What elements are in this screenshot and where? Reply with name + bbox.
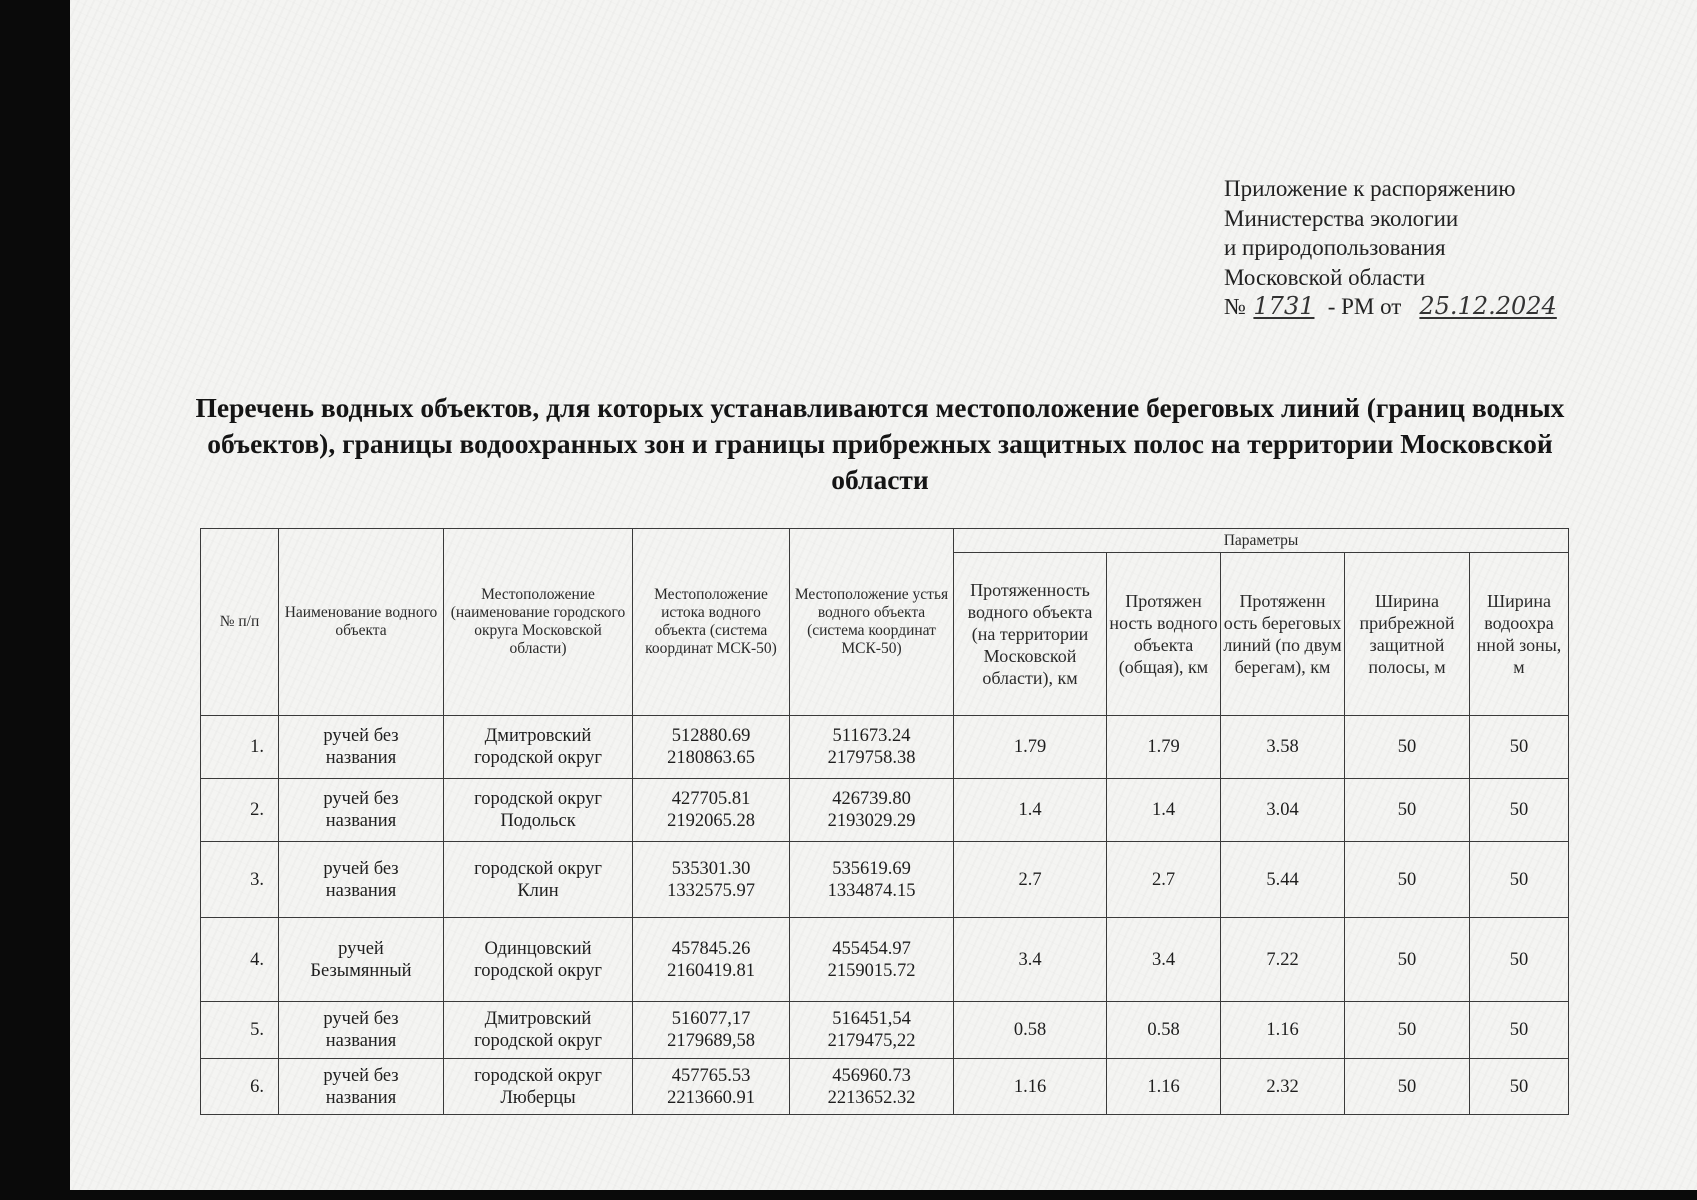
row-length-total: 1.79 <box>1107 716 1221 779</box>
row-mouth-coords: 535619.69 1334874.15 <box>790 842 954 918</box>
row-length-total: 0.58 <box>1107 1002 1221 1059</box>
row-source-coords: 535301.30 1332575.97 <box>633 842 790 918</box>
water-objects-table <box>200 528 1569 1115</box>
header-name: Наименование водного объекта <box>279 529 444 716</box>
document-title: Перечень водных объектов, для которых устанавливаются местоположение береговых линий (границ водных объектов), границы водоохранных зон и границы прибрежных защитных полос на территории Московской области <box>195 392 1565 495</box>
row-name: ручей без названия <box>279 716 444 779</box>
row-length-total: 1.4 <box>1107 779 1221 842</box>
row-length-mo: 1.79 <box>954 716 1107 779</box>
row-protect-width: 50 <box>1470 918 1569 1002</box>
number-suffix: - РМ от <box>1327 294 1402 319</box>
row-shore-length: 2.32 <box>1221 1059 1345 1115</box>
row-protect-width: 50 <box>1470 1059 1569 1115</box>
row-protect-width: 50 <box>1470 842 1569 918</box>
appendix-line-2: Министерства экологии <box>1224 205 1459 231</box>
row-location: Дмитровский городской округ <box>444 716 633 779</box>
row-number: 1. <box>201 716 279 779</box>
appendix-line-4: Московской области <box>1224 264 1426 290</box>
header-mouth: Местоположение устья водного объекта (система координат МСК-50) <box>790 529 954 716</box>
row-name: ручей без названия <box>279 779 444 842</box>
row-number: 5. <box>201 1002 279 1059</box>
row-length-mo: 2.7 <box>954 842 1107 918</box>
row-location: городской округ Люберцы <box>444 1059 633 1115</box>
row-coastal-width: 50 <box>1345 842 1470 918</box>
table-row <box>201 918 1569 1002</box>
row-length-mo: 1.4 <box>954 779 1107 842</box>
row-name: ручей без названия <box>279 1059 444 1115</box>
row-source-coords: 427705.81 2192065.28 <box>633 779 790 842</box>
row-coastal-width: 50 <box>1345 779 1470 842</box>
row-coastal-width: 50 <box>1345 918 1470 1002</box>
row-name: ручей Безымянный <box>279 918 444 1002</box>
row-number: 6. <box>201 1059 279 1115</box>
row-length-total: 3.4 <box>1107 918 1221 1002</box>
row-length-total: 1.16 <box>1107 1059 1221 1115</box>
row-source-coords: 457845.26 2160419.81 <box>633 918 790 1002</box>
header-params-group: Параметры <box>954 529 1569 553</box>
scan-edge-left <box>0 0 70 1200</box>
appendix-header <box>1224 174 1624 322</box>
row-mouth-coords: 455454.97 2159015.72 <box>790 918 954 1002</box>
handwritten-order-date: 25.12.2024 <box>1419 292 1557 320</box>
row-location: Дмитровский городской округ <box>444 1002 633 1059</box>
row-length-mo: 3.4 <box>954 918 1107 1002</box>
order-number-line <box>1224 292 1624 322</box>
row-shore-length: 1.16 <box>1221 1002 1345 1059</box>
row-location: городской округ Клин <box>444 842 633 918</box>
row-name: ручей без названия <box>279 842 444 918</box>
header-coastal-width: Ширина прибрежной защитной полосы, м <box>1345 553 1470 716</box>
row-coastal-width: 50 <box>1345 1002 1470 1059</box>
table-row <box>201 716 1569 779</box>
header-shore-length: Протяженн ость береговых линий (по двум берегам), км <box>1221 553 1345 716</box>
row-shore-length: 3.58 <box>1221 716 1345 779</box>
row-number: 2. <box>201 779 279 842</box>
row-coastal-width: 50 <box>1345 1059 1470 1115</box>
row-source-coords: 512880.69 2180863.65 <box>633 716 790 779</box>
row-mouth-coords: 516451,54 2179475,22 <box>790 1002 954 1059</box>
row-length-mo: 0.58 <box>954 1002 1107 1059</box>
row-protect-width: 50 <box>1470 779 1569 842</box>
row-location: Одинцовский городской округ <box>444 918 633 1002</box>
table-row <box>201 1002 1569 1059</box>
row-source-coords: 516077,17 2179689,58 <box>633 1002 790 1059</box>
header-length-mo: Протяженность водного объекта (на территории Московской области), км <box>954 553 1107 716</box>
row-location: городской округ Подольск <box>444 779 633 842</box>
row-length-total: 2.7 <box>1107 842 1221 918</box>
row-name: ручей без названия <box>279 1002 444 1059</box>
header-length-total: Протяжен ность водного объекта (общая), км <box>1107 553 1221 716</box>
row-mouth-coords: 426739.80 2193029.29 <box>790 779 954 842</box>
row-number: 3. <box>201 842 279 918</box>
row-shore-length: 7.22 <box>1221 918 1345 1002</box>
row-protect-width: 50 <box>1470 716 1569 779</box>
header-num: № п/п <box>201 529 279 716</box>
number-prefix: № <box>1224 294 1246 319</box>
appendix-line-3: и природопользования <box>1224 235 1446 260</box>
appendix-line-1: Приложение к распоряжению <box>1224 176 1516 201</box>
handwritten-order-number: 1731 <box>1253 292 1315 320</box>
table-row <box>201 779 1569 842</box>
row-protect-width: 50 <box>1470 1002 1569 1059</box>
row-mouth-coords: 511673.24 2179758.38 <box>790 716 954 779</box>
scan-edge-bottom <box>0 1190 1697 1200</box>
row-source-coords: 457765.53 2213660.91 <box>633 1059 790 1115</box>
table-row <box>201 842 1569 918</box>
row-number: 4. <box>201 918 279 1002</box>
row-shore-length: 5.44 <box>1221 842 1345 918</box>
row-shore-length: 3.04 <box>1221 779 1345 842</box>
row-length-mo: 1.16 <box>954 1059 1107 1115</box>
header-protect-width: Ширина водоохра нной зоны, м <box>1470 553 1569 716</box>
header-location: Местоположение (наименование городского округа Московской области) <box>444 529 633 716</box>
row-coastal-width: 50 <box>1345 716 1470 779</box>
header-source: Местоположение истока водного объекта (система координат МСК-50) <box>633 529 790 716</box>
table-row <box>201 1059 1569 1115</box>
row-mouth-coords: 456960.73 2213652.32 <box>790 1059 954 1115</box>
